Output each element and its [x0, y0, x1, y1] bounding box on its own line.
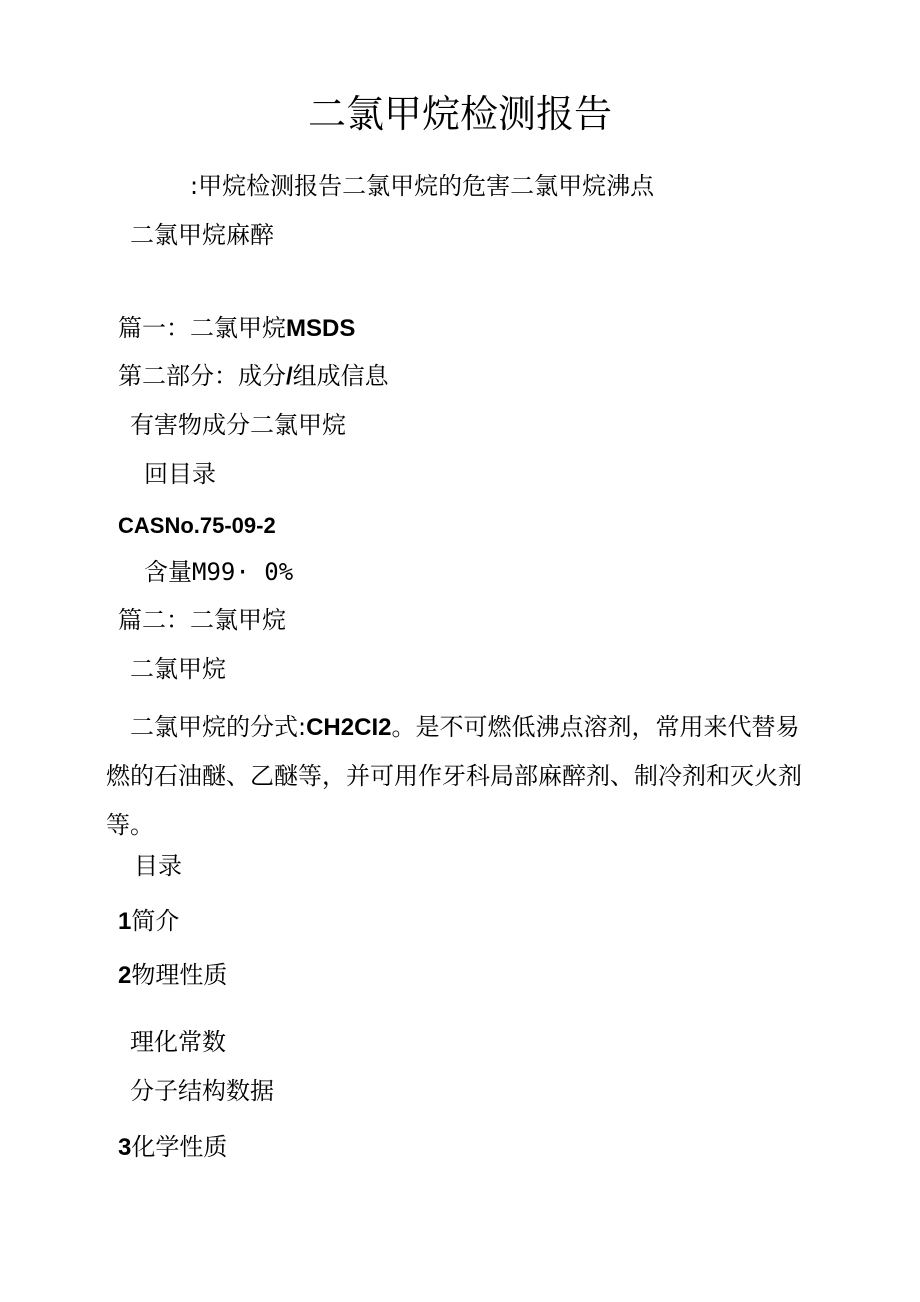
toc-item-1[interactable] [118, 907, 179, 936]
paragraph-part1: 二氯甲烷的分式: [130, 713, 307, 741]
toc-item-label: 物理性质 [131, 961, 228, 989]
section2-heading [118, 362, 389, 391]
toc-title: 目录 [134, 852, 182, 880]
article2-subject: 二氯甲烷 [130, 655, 226, 683]
article1-heading-latin: MSDS [286, 315, 356, 342]
toc-subitem-structure[interactable]: 分子结构数据 [130, 1077, 274, 1105]
article2-heading: 篇二：二氯甲烷 [118, 606, 286, 634]
section2-heading-suffix: 组成信息 [292, 362, 389, 390]
content-text: 含量M99· 0% [144, 558, 294, 586]
article2-paragraph [106, 703, 818, 850]
toc-item-number: 2 [118, 962, 132, 989]
keywords-line-cont: 二氯甲烷麻醉 [130, 221, 274, 249]
toc-item-2[interactable] [118, 961, 227, 990]
paragraph-formula: CH2CI2 [306, 714, 392, 741]
toc-item-3[interactable] [118, 1133, 227, 1162]
hazard-line: 有害物成分二氯甲烷 [130, 411, 346, 439]
content-line [144, 558, 293, 586]
section2-heading-slash: / [286, 363, 293, 390]
article1-heading [118, 314, 355, 343]
toc-subitem-constants[interactable]: 理化常数 [130, 1028, 226, 1056]
paragraph-part2: 。是不可燃低沸点溶剂，常用来代替易燃的石油醚、乙醚等，并可用作牙科局部麻醉剂、制冷剂和灭火剂等。 [106, 713, 802, 839]
toc-item-label: 化学性质 [131, 1133, 228, 1161]
keywords-line: :甲烷检测报告二氯甲烷的危害二氯甲烷沸点 [190, 172, 655, 200]
toc-item-label: 简介 [131, 907, 180, 935]
toc-item-number: 1 [118, 908, 132, 935]
cas-number: CASNo.75-09-2 [118, 513, 276, 538]
section2-heading-prefix: 第二部分：成分 [118, 362, 286, 390]
page-title: 二氯甲烷检测报告 [307, 92, 612, 136]
article1-heading-text: 篇一：二氯甲烷 [118, 314, 286, 342]
back-to-toc-link[interactable]: 回目录 [144, 460, 216, 488]
toc-item-number: 3 [118, 1134, 132, 1161]
